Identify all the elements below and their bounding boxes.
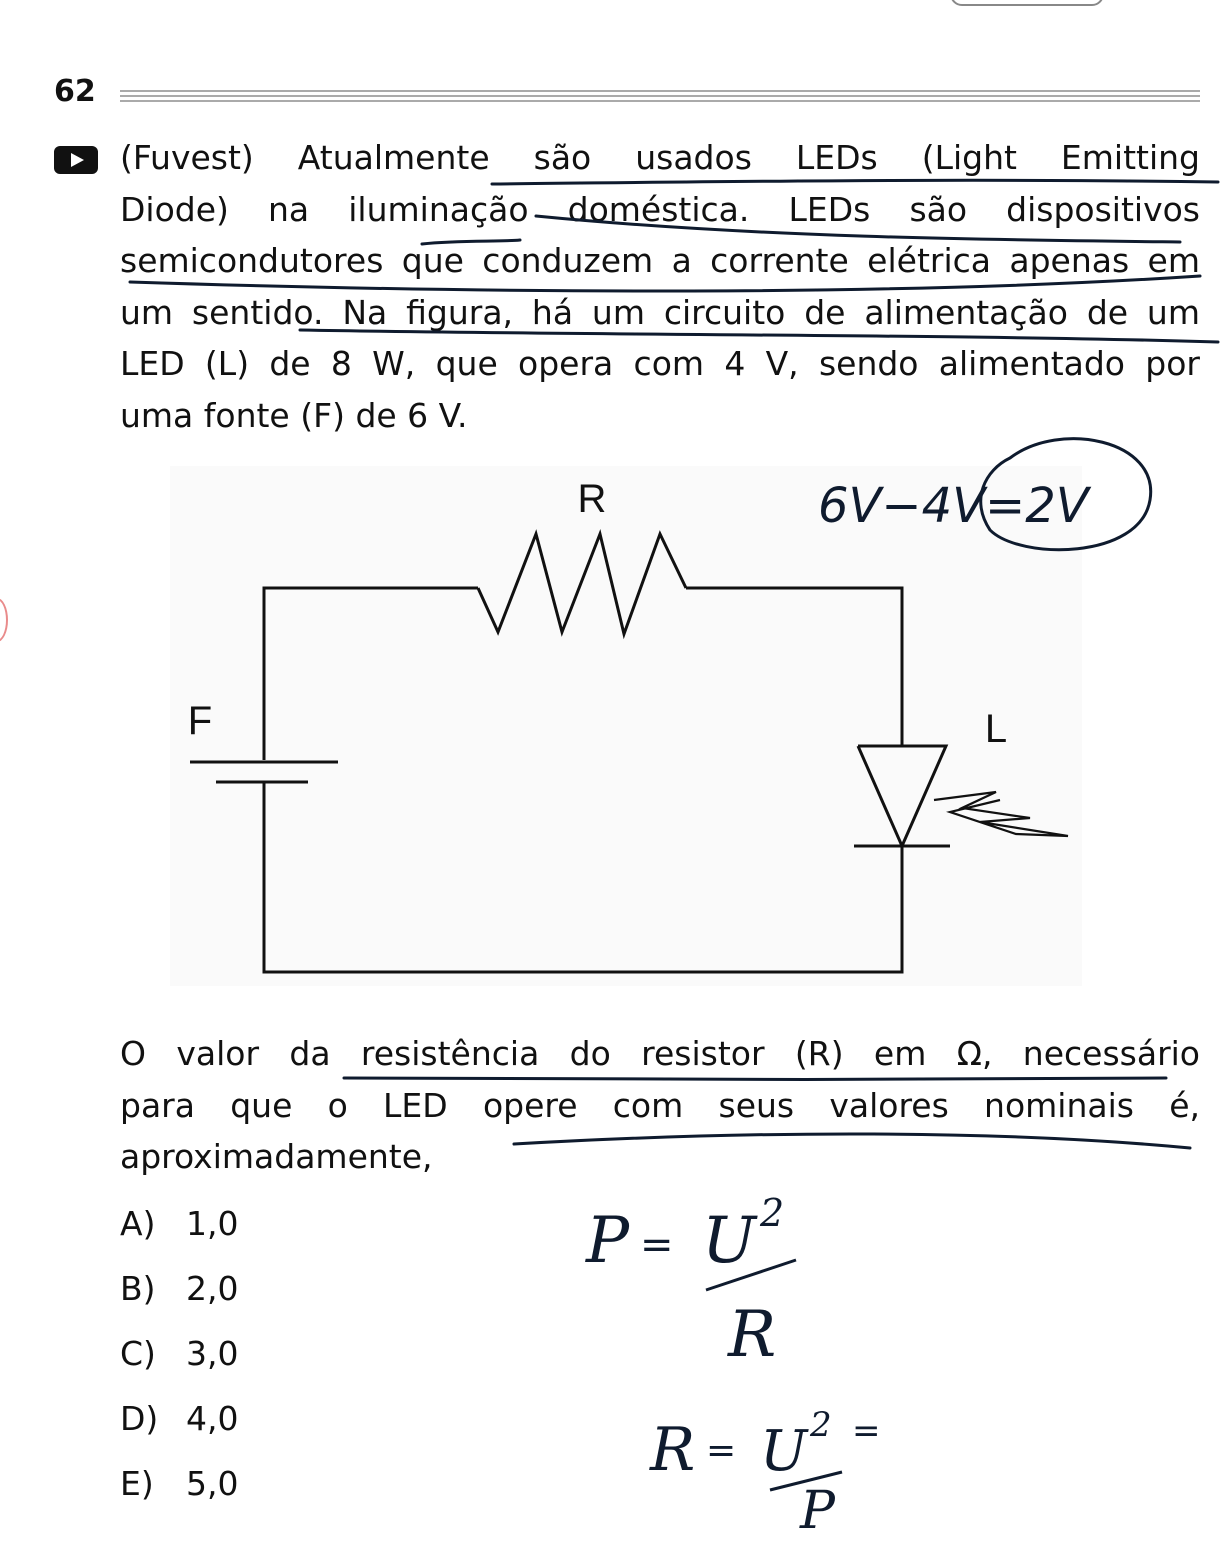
intro-line: (Fuvest) Atualmente são usados LEDs (Light Emitting (120, 138, 1200, 177)
answer-options (120, 1196, 238, 1521)
intro-line: LED (L) de 8 W, que opera com 4 V, sendo alimentado por (120, 344, 1200, 383)
svg-text:P: P (800, 1481, 835, 1541)
question-number: 62 (54, 74, 96, 109)
intro-line: semicondutores que conduzem a corrente elétrica apenas em (120, 241, 1200, 280)
svg-text:2: 2 (810, 1405, 832, 1445)
underline (422, 240, 520, 244)
option-letter: C) (120, 1334, 156, 1373)
top-right-wire (686, 588, 902, 746)
svg-text:P: P (586, 1204, 630, 1278)
intro-line: um sentido. Na figura, há um circuito de alimentação de um (120, 292, 1200, 332)
resistor-label: R (577, 477, 607, 521)
prompt-line: O valor da resistência do resistor (R) em Ω, necessário (120, 1034, 1200, 1073)
top-left-wire (264, 588, 478, 760)
underline (536, 216, 1180, 242)
svg-text:=: = (852, 1411, 881, 1451)
svg-text:R: R (650, 1415, 696, 1485)
led-label: L (984, 707, 1008, 751)
bottom-wire (264, 782, 902, 972)
svg-text:U: U (702, 1204, 756, 1278)
option-value: 2,0 (186, 1269, 239, 1308)
svg-text:=: = (706, 1430, 737, 1471)
option-value: 3,0 (186, 1334, 239, 1373)
underline (300, 330, 1218, 342)
note-resistance-formula (649, 1405, 881, 1541)
option-c[interactable] (120, 1326, 238, 1391)
option-letter: D) (120, 1399, 159, 1438)
resistor-symbol (478, 534, 686, 634)
note-voltage-drop: 6V−4V=2V (818, 478, 1089, 534)
svg-text:U: U (760, 1419, 808, 1484)
light-emission-icon (934, 792, 1068, 836)
option-value: 1,0 (186, 1204, 239, 1243)
option-value: 4,0 (186, 1399, 239, 1438)
underline (492, 180, 1218, 184)
svg-text:R: R (728, 1298, 777, 1372)
option-b[interactable] (120, 1261, 238, 1326)
question-prompt (120, 1028, 1200, 1183)
led-triangle (858, 746, 946, 846)
intro-line: Diode) na iluminação doméstica. LEDs são dispositivos (120, 189, 1200, 229)
option-d[interactable] (120, 1391, 238, 1456)
option-e[interactable] (120, 1456, 238, 1521)
prompt-line: aproximadamente, (120, 1137, 433, 1176)
option-letter: B) (120, 1269, 156, 1308)
underline (130, 276, 1200, 291)
option-letter: A) (120, 1204, 156, 1243)
option-a[interactable] (120, 1196, 238, 1261)
circuit-diagram (187, 534, 1068, 972)
source-label: F (187, 699, 213, 743)
handwritten-underlines (130, 180, 1218, 1148)
option-letter: E) (120, 1464, 154, 1503)
intro-line: uma fonte (F) de 6 V. (120, 395, 468, 435)
svg-text:2: 2 (760, 1191, 785, 1235)
svg-text:=: = (640, 1222, 674, 1268)
note-power-formula (585, 1191, 796, 1372)
prompt-line: para que o LED opere com seus valores nominais é, (120, 1085, 1200, 1125)
option-value: 5,0 (186, 1464, 239, 1503)
